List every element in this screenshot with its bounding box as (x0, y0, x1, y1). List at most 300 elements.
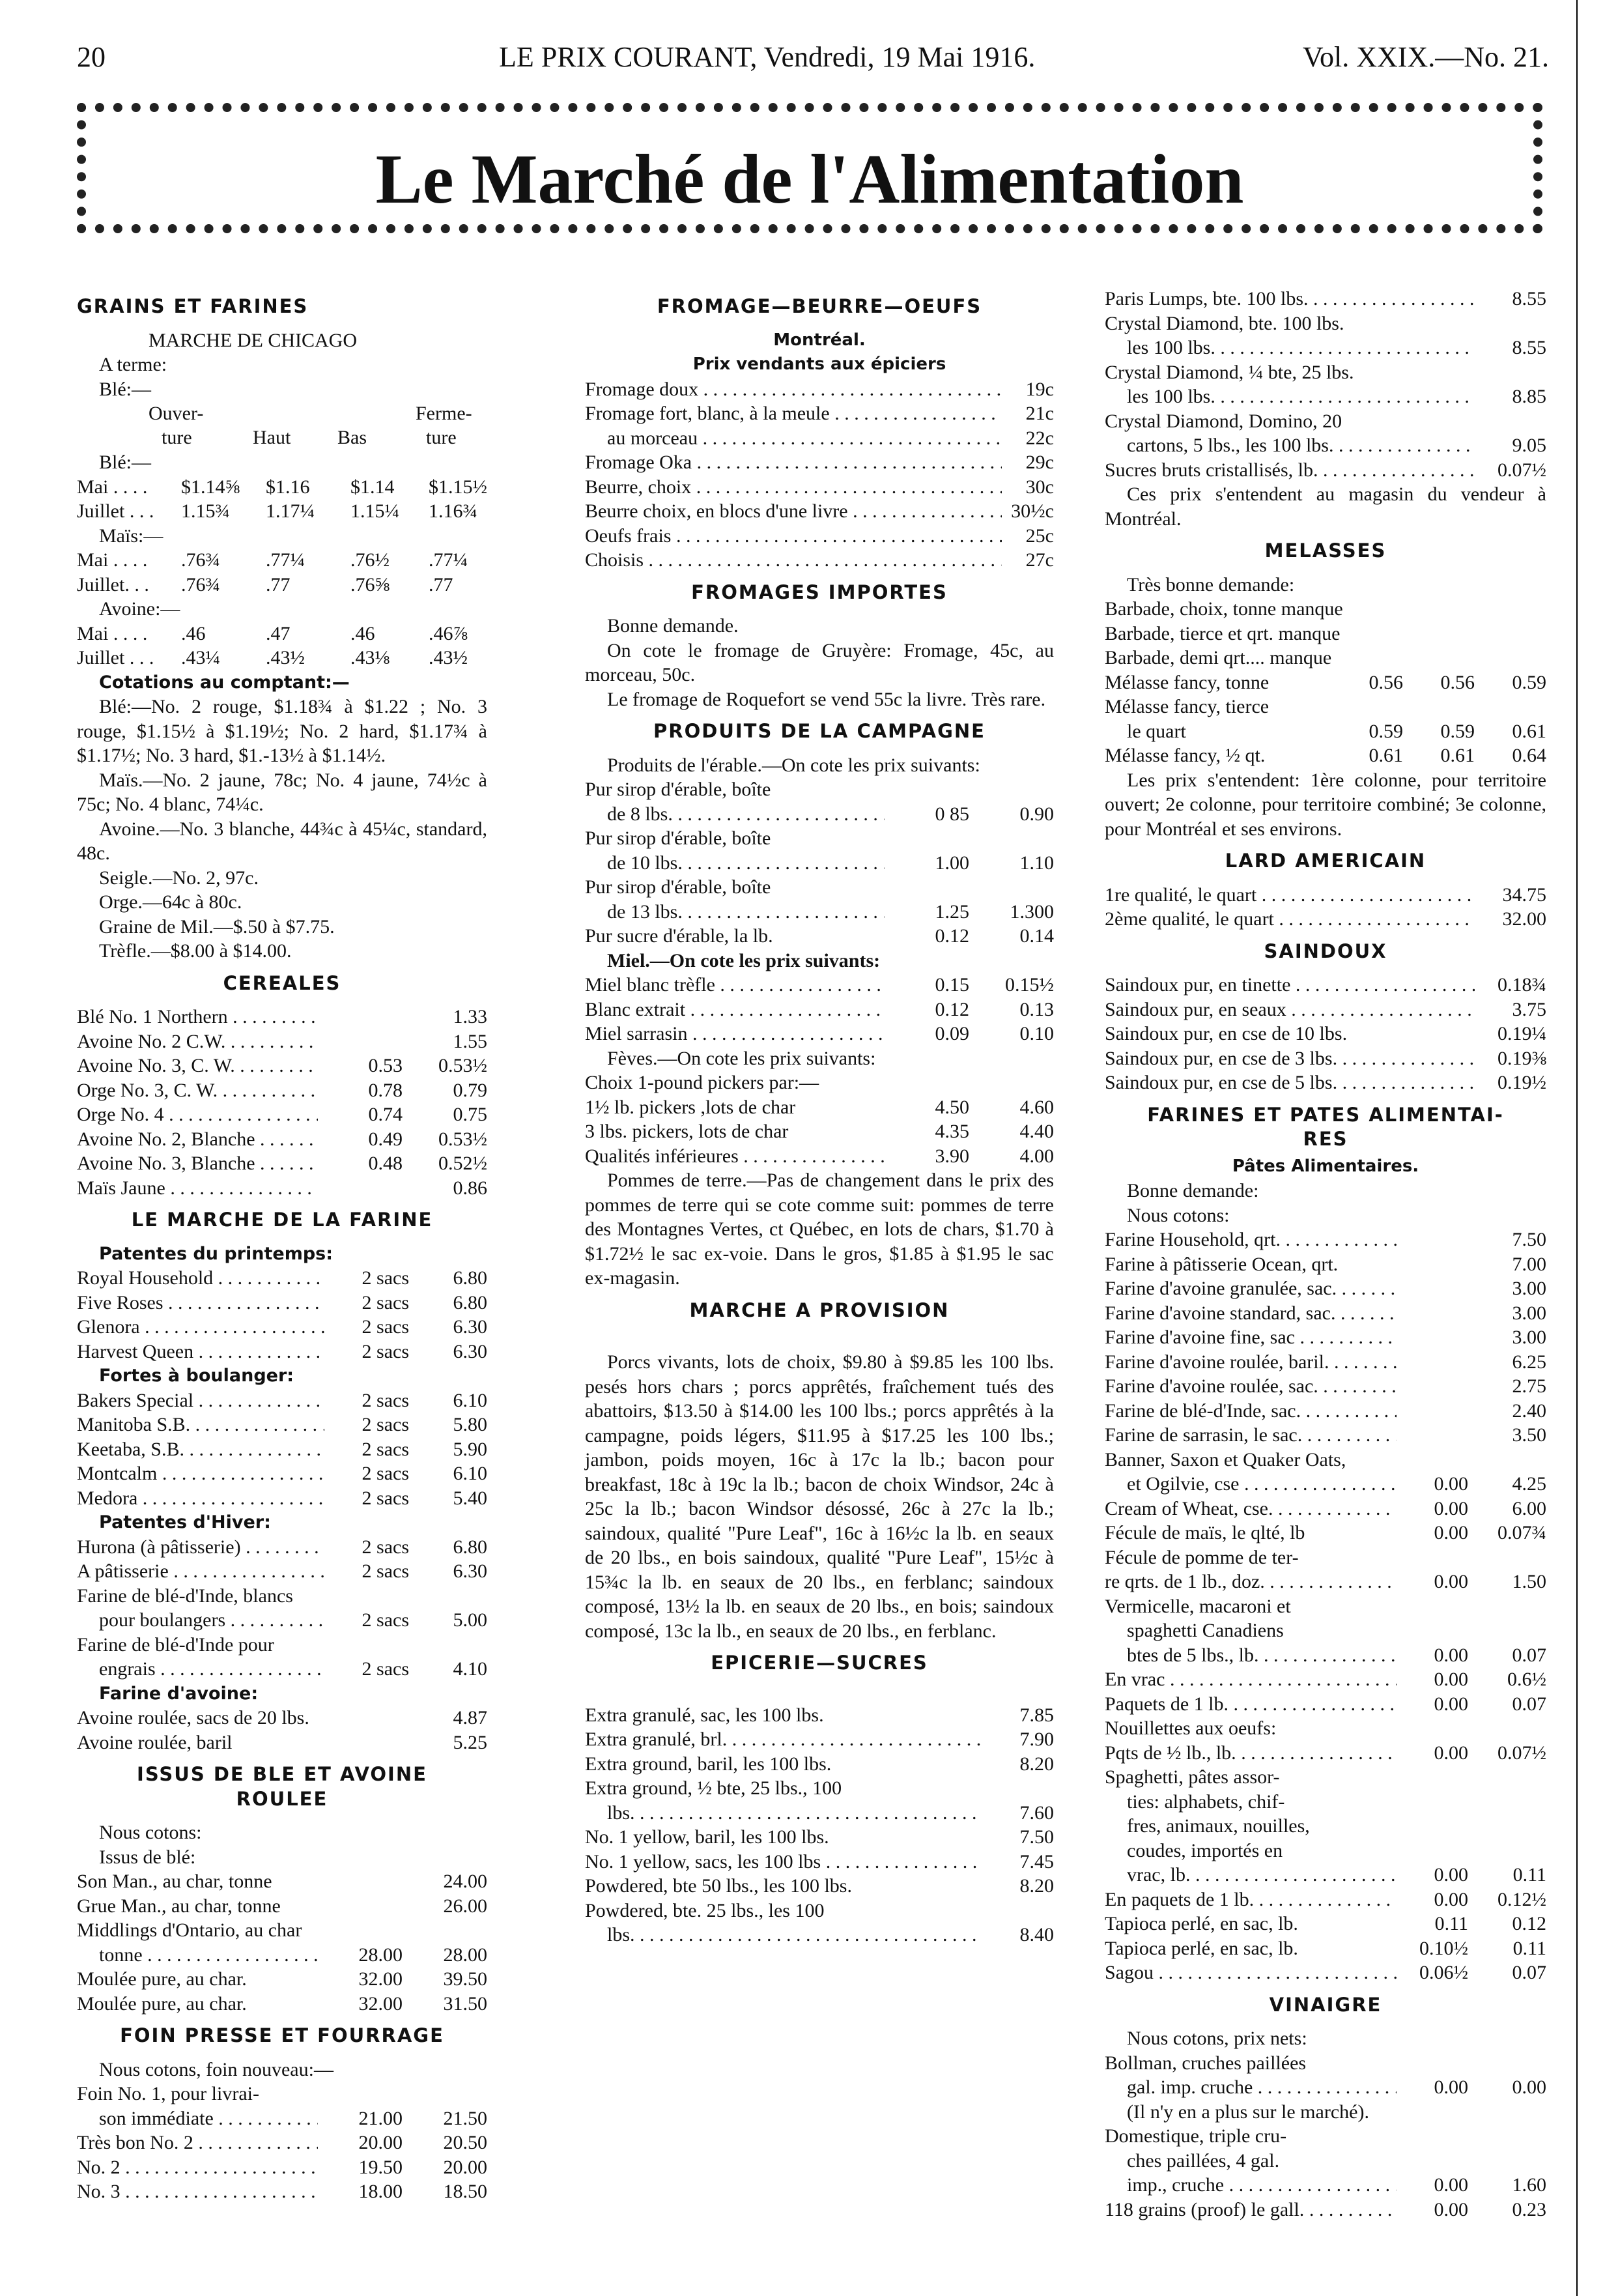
flour-row (77, 1266, 487, 1291)
sirop-heading: Pur sirop d'érable, boîte (585, 876, 771, 898)
item-price (1397, 1325, 1468, 1350)
mais-text: Maïs.—No. 2 jaune, 78c; No. 4 jaune, 74½c à 75c; No. 4 blanc, 74¼c. (77, 769, 487, 815)
farine-price-row (1105, 1497, 1546, 1521)
item-price: 1.25 (935, 900, 969, 923)
item-price: 31.50 (443, 1992, 487, 2015)
item-label: 1re qualité, le quart . . . (1105, 883, 1475, 908)
item-price (1397, 2124, 1468, 2149)
item-price: 8.20 (1019, 1875, 1054, 1897)
item-price: 4.40 (1019, 1121, 1054, 1142)
label-hiver: Patentes d'Hiver: (99, 1512, 271, 1532)
item-price: 0.00 (1434, 1742, 1468, 1764)
item-price: 34.75 (1502, 883, 1546, 906)
item-label: btes de 5 lbs., lb. . . . (1127, 1643, 1397, 1668)
item-price: 6.25 (1512, 1351, 1546, 1373)
item-price: 4.35 (935, 1121, 969, 1142)
subheading-prix-vendants: Prix vendants aux épiciers (692, 354, 946, 374)
chicago-close: .43½ (429, 647, 468, 668)
item-label: Medora . . . (77, 1486, 324, 1511)
item-price: 26.00 (443, 1895, 487, 1917)
item-price: 0.10½ (1419, 1937, 1468, 1959)
farine-price-row (1105, 1252, 1546, 1277)
item-price: 7.50 (1019, 1826, 1054, 1848)
item-price: 0.86 (453, 1177, 487, 1199)
sirop-heading: Pur sirop d'érable, boîte (585, 827, 771, 849)
farine-price-row (1105, 1472, 1546, 1497)
item-price: 30c (1025, 476, 1054, 498)
item-label: Manitoba S.B. . . . (77, 1413, 324, 1437)
item-price: 0.56 (1369, 671, 1403, 693)
label-feves: Fèves.—On cote les prix suivants: (607, 1047, 876, 1069)
item-label: Sagou . . . (1105, 1960, 1397, 1985)
item-price: 0.12 (935, 925, 969, 947)
section-title-importes: FROMAGES IMPORTES (691, 581, 948, 603)
farine-price-row (1105, 1692, 1546, 1717)
item-price: 0.00 (1434, 1473, 1468, 1495)
chicago-low: 1.15¼ (350, 500, 399, 522)
item-price (1397, 1399, 1468, 1424)
item-price (1468, 1716, 1546, 1741)
item-price: 2 sacs (362, 1291, 409, 1313)
item-price: 0.53½ (438, 1128, 487, 1150)
flour-row (77, 1315, 487, 1340)
barbade-row: Barbade, choix, tonne manque (1105, 598, 1343, 620)
item-label: Son Man., au char, tonne (77, 1871, 272, 1892)
foin-row (77, 2155, 487, 2180)
item-price: 2 sacs (362, 1414, 409, 1435)
section-title-farine: LE MARCHE DE LA FARINE (131, 1209, 433, 1231)
item-price: 4.00 (1019, 1145, 1054, 1167)
item-price: 0.19½ (1497, 1072, 1546, 1093)
farine-price-row (1105, 1814, 1546, 1839)
item-price: 8.55 (1512, 288, 1546, 309)
sucre-price-row (585, 1825, 1054, 1850)
item-price: 0.79 (453, 1079, 487, 1101)
chicago-row-label: Juillet . . . (77, 500, 154, 522)
sucre-price-row (585, 1899, 1054, 1923)
item-price: 0.48 (368, 1153, 403, 1174)
item-price (1468, 1839, 1546, 1863)
farine-price-row (1105, 1863, 1546, 1887)
item-label: Farine à pâtisserie Ocean, qrt. (1105, 1253, 1339, 1275)
section-title-grains: GRAINS ET FARINES (77, 295, 309, 317)
item-price: 3.00 (1512, 1327, 1546, 1348)
item-label: Farine Household, qrt. . . . (1105, 1227, 1397, 1252)
item-price: 1.10 (1019, 852, 1054, 874)
item-price: 0.00 (1434, 2076, 1468, 2098)
chicago-row-label: Juillet . . . (77, 647, 154, 668)
item-price: 0.74 (368, 1104, 403, 1125)
item-price: 20.00 (358, 2132, 403, 2153)
item-price (1397, 1545, 1468, 1570)
item-label: Choisis . . . (585, 548, 1002, 573)
item-label: Sucres bruts cristallisés, lb. . . . (1105, 458, 1475, 483)
chicago-high: .43½ (266, 647, 305, 668)
item-label: Miel blanc trèfle . . . (585, 973, 885, 997)
item-label: Qualités inférieures . . . (585, 1144, 885, 1169)
item-price: 32.00 (358, 1968, 403, 1990)
item-price: 0.90 (1019, 803, 1054, 825)
chicago-row (77, 646, 487, 670)
sucre-price-row (585, 1776, 1054, 1801)
avoine-row (77, 1706, 487, 1730)
item-price: 0.75 (453, 1104, 487, 1125)
item-price: 0.53 (368, 1055, 403, 1076)
item-label: de 13 lbs. . . . (607, 900, 885, 925)
importes-text: On cote le fromage de Gruyère: Fromage, 45c, au morceau, 50c. (585, 639, 1054, 685)
farine-price-row (1105, 1716, 1546, 1741)
middlings-label: Middlings d'Ontario, au char (77, 1919, 302, 1941)
item-label: Farine d'avoine standard, sac. . . . (1105, 1301, 1397, 1326)
saindoux-row (1105, 1022, 1546, 1046)
item-price (1468, 1448, 1546, 1472)
subheading-montreal: Montréal. (773, 330, 866, 350)
lard-row (1105, 883, 1546, 908)
item-price: 0.09 (935, 1023, 969, 1044)
page-number: 20 (77, 41, 106, 73)
item-price: 0.12 (935, 998, 969, 1020)
chicago-low: .46 (350, 622, 375, 644)
item-label: No. 1 yellow, baril, les 100 lbs. (585, 1826, 829, 1848)
item-price: 0.00 (1434, 1497, 1468, 1519)
farine-price-row (1105, 1936, 1546, 1961)
melasse-row (1105, 743, 1546, 768)
item-price: 18.50 (443, 2181, 487, 2202)
feves-row (585, 1095, 1054, 1120)
item-label: Keetaba, S.B. . . . (77, 1437, 324, 1462)
farine-price-row (1105, 1765, 1546, 1790)
vinaigre-intro: Nous cotons, prix nets: (1127, 2028, 1307, 2049)
chicago-open: .76¾ (181, 549, 220, 571)
item-label: 3 lbs. pickers, lots de char (585, 1121, 789, 1142)
item-price: 0.13 (1019, 998, 1054, 1020)
vinaigre-row (1105, 2051, 1546, 2076)
item-price: 1.00 (935, 852, 969, 874)
item-label: Grue Man., au char, tonne (77, 1895, 281, 1917)
item-label: Hurona (à pâtisserie) . . . (77, 1535, 324, 1560)
item-label: et Ogilvie, cse . . . (1127, 1472, 1397, 1497)
label-fortes: Fortes à boulanger: (99, 1366, 294, 1386)
item-price: 39.50 (443, 1968, 487, 1990)
chicago-close: .77¼ (429, 549, 468, 571)
item-label: Saindoux pur, en cse de 10 lbs. (1105, 1023, 1348, 1044)
item-label: cartons, 5 lbs., les 100 lbs. . . . (1127, 433, 1475, 458)
item-price: 0.59 (1369, 720, 1403, 742)
item-price (1468, 1790, 1546, 1815)
item-price: 0.59 (1512, 671, 1546, 693)
item-label: Beurre, choix . . . (585, 475, 1002, 500)
chicago-row (77, 524, 487, 549)
item-price: 6.80 (453, 1291, 487, 1313)
item-label: Farine d'avoine fine, sac . . . (1105, 1325, 1397, 1350)
item-label: 1½ lb. pickers ,lots de char (585, 1096, 796, 1118)
item-label: ches paillées, 4 gal. (1127, 2149, 1280, 2172)
item-price: 20.50 (443, 2132, 487, 2153)
item-price (1475, 695, 1546, 719)
flour-row (77, 1535, 487, 1560)
flour-row (77, 1608, 487, 1633)
item-price (318, 1176, 403, 1201)
item-label: fres, animaux, nouilles, (1127, 1815, 1310, 1837)
item-price: 0.18¾ (1497, 974, 1546, 996)
feves-row (585, 1119, 1054, 1144)
item-label: imp., cruche . . . (1127, 2173, 1397, 2198)
item-price: 4.25 (1512, 1473, 1546, 1495)
item-label: Mélasse fancy, tierce (1105, 696, 1270, 717)
flour-row (77, 1340, 487, 1364)
vinaigre-row (1105, 2198, 1546, 2222)
sirop-row (585, 851, 1054, 876)
label-nous-cotons: Nous cotons: (1127, 1204, 1230, 1226)
orge-text: Orge.—64c à 80c. (99, 891, 242, 913)
item-price: 21.00 (358, 2107, 403, 2129)
section-title-farines-2: RES (1303, 1128, 1348, 1150)
provision-text: Porcs vivants, lots de choix, $9.80 à $9.85 les 100 lbs. pesés hors chars ; porcs apprêtés, fraîchement tués des abattoirs, $13.50 à $14.00 les 100 lbs.; porcs apprêtés à la campagne, poids légers, $11.95 à $17.25 les 100 lbs.; jambon, poids moyen, 16c à 17c la lb.; bacon pour breakfast, 18c à 19c la lb.; bacon de choix Windsor, 24c à 25c la lb.; bacon Windsor désossé, 26c à 27c la lb.; saindoux, qualité "Pure Leaf", 16c à 16½c la lb. en seaux de 20 lbs., en bois saindoux, qualité "Pure Leaf", 15½c à 15¾c la lb. en seaux de 20 lbs., en ferblanc; saindoux composé, 13½ la lb. en seaux de 20 lbs., en bois; saindoux composé, 13c la lb., en seaux de 20 lbs., en ferblanc. (585, 1351, 1054, 1642)
item-price: 0.00 (1434, 1522, 1468, 1543)
spacer (585, 1332, 1054, 1350)
melasse-row (1105, 719, 1546, 744)
label-farine-avoine: Farine d'avoine: (99, 1683, 259, 1704)
moulee-row (77, 1992, 487, 2016)
item-price: 6.30 (453, 1560, 487, 1582)
item-price (1468, 1594, 1546, 1619)
saindoux-row (1105, 973, 1546, 997)
farine-price-row (1105, 1374, 1546, 1399)
label-bonne-demande: Bonne demande. (607, 615, 739, 637)
item-label: Farine d'avoine granulée, sac. . . . (1105, 1276, 1397, 1301)
item-label: Extra granulé, brl. . . . (585, 1727, 982, 1752)
item-label: Avoine No. 3, Blanche . . . (77, 1151, 318, 1176)
item-price: 0.52½ (438, 1153, 487, 1174)
chicago-row-label: Mai . . . . (77, 622, 148, 644)
item-label: Orge No. 4 . . . (77, 1102, 318, 1127)
farine-price-row (1105, 1521, 1546, 1545)
farine-price-row (1105, 1423, 1546, 1448)
item-label: Mélasse fancy, ½ qt. (1105, 745, 1266, 766)
section-title-foin: FOIN PRESSE ET FOURRAGE (120, 2024, 444, 2046)
item-price: 30½c (1011, 500, 1054, 522)
lard-row (1105, 907, 1546, 932)
item-label: Bakers Special . . . (77, 1388, 324, 1413)
item-price: 6.30 (453, 1316, 487, 1338)
item-price: 8.40 (1019, 1924, 1054, 1945)
item-label: Tapioca perlé, en sac, lb. (1105, 1913, 1298, 1934)
item-price: 0.49 (368, 1128, 403, 1150)
item-price: 3.75 (1512, 998, 1546, 1020)
label-miel: Miel.—On cote les prix suivants: (607, 949, 881, 971)
section-title-epicerie: EPICERIE—SUCRES (711, 1652, 928, 1674)
label-ble-2: Blé:— (99, 452, 151, 473)
item-price: 0.07¾ (1497, 1522, 1546, 1543)
item-price: 6.10 (453, 1463, 487, 1484)
chicago-column-headers (77, 401, 487, 450)
vinaigre-row (1105, 2075, 1546, 2100)
item-price: 22c (1025, 427, 1054, 449)
item-label: Five Roses . . . (77, 1291, 324, 1315)
item-price: 0.14 (1019, 925, 1054, 947)
sucre-price-row (585, 1727, 1054, 1752)
item-label: Saindoux pur, en cse de 3 lbs. . . . (1105, 1046, 1475, 1071)
item-price: 0.07½ (1497, 459, 1546, 481)
fromage-row (585, 475, 1054, 500)
cereale-row (77, 1151, 487, 1176)
chicago-row (77, 548, 487, 573)
farine-price-row (1105, 1741, 1546, 1766)
cereale-row (77, 1176, 487, 1201)
item-label: de 8 lbs. . . . (607, 802, 885, 827)
item-label: Avoine roulée, baril (77, 1731, 233, 1753)
subheading-pates: Pâtes Alimentaires. (1232, 1156, 1419, 1176)
item-label: Saindoux pur, en tinette . . . (1105, 973, 1475, 997)
miel-row (585, 1022, 1054, 1046)
item-label: engrais . . . (99, 1657, 324, 1682)
item-price: 2 sacs (362, 1438, 409, 1460)
miel-row (585, 973, 1054, 997)
item-label: de 10 lbs. . . . (607, 851, 885, 876)
item-label: Blanc extrait . . . (585, 997, 885, 1022)
item-price (1468, 1618, 1546, 1643)
item-price (1475, 360, 1546, 385)
sucre-price-row (585, 1874, 1054, 1899)
item-price (1397, 1423, 1468, 1448)
item-label: Fromage Oka . . . (585, 450, 1002, 475)
section-title-cereales: CEREALES (223, 971, 341, 994)
chicago-row (77, 597, 487, 622)
item-price: 0.12 (1512, 1913, 1546, 1934)
chicago-low: .76½ (350, 549, 390, 571)
item-label: Banner, Saxon et Quaker Oats, (1105, 1448, 1346, 1471)
item-label: (Il n'y en a plus sur le marché). (1127, 2101, 1369, 2123)
item-price: 3.90 (935, 1145, 969, 1167)
item-price: 1.55 (453, 1030, 487, 1052)
label-printemps: Patentes du printemps: (99, 1243, 334, 1264)
farine-price-row (1105, 1570, 1546, 1594)
item-price: 5.40 (453, 1487, 487, 1509)
item-label: Farine d'avoine roulée, baril. . . . (1105, 1350, 1397, 1375)
volume-number: Vol. XXIX.—No. 21. (1302, 41, 1549, 73)
avoine-text: Avoine.—No. 3 blanche, 44¾c à 45¼c, standard, 48c. (77, 818, 487, 864)
chicago-close: .46⅞ (429, 622, 468, 644)
item-price: 28.00 (358, 1944, 403, 1966)
item-price: 0.19¼ (1497, 1023, 1546, 1044)
item-price: 7.50 (1512, 1229, 1546, 1250)
item-price: 0.59 (1440, 720, 1475, 742)
item-label: Glenora . . . (77, 1315, 324, 1340)
avoine-row (77, 1730, 487, 1755)
column-3 (1105, 287, 1546, 2222)
item-label: son immédiate . . . (99, 2106, 318, 2131)
item-price: 0.61 (1369, 745, 1403, 766)
item-price: 25c (1025, 524, 1054, 547)
melasse-row (1105, 695, 1546, 719)
chicago-open: .76¾ (181, 573, 220, 596)
item-price: 8.85 (1512, 386, 1546, 407)
sucre-price-row (1105, 336, 1546, 360)
fromage-row (585, 401, 1054, 426)
farine-ble-label: Farine de blé-d'Inde, blancs (77, 1585, 293, 1607)
item-price (1468, 1545, 1546, 1570)
issus-row (77, 1869, 487, 1894)
item-price (1468, 1765, 1546, 1790)
item-price (1397, 1252, 1468, 1277)
item-price (1468, 2124, 1546, 2149)
vinaigre-row (1105, 2124, 1546, 2149)
sucre-price-row (585, 1850, 1054, 1874)
item-price: 7.00 (1512, 1253, 1546, 1275)
sucre-price-row (585, 1923, 1054, 1947)
item-price: 5.80 (453, 1414, 487, 1435)
item-label: Montcalm . . . (77, 1461, 324, 1486)
issus-row (77, 1943, 487, 1968)
chicago-close: 1.16¾ (429, 500, 477, 522)
item-label: tonne . . . (99, 1943, 318, 1968)
item-price: 2 sacs (362, 1389, 409, 1411)
item-label: Spaghetti, pâtes assor- (1105, 1766, 1280, 1788)
item-price (1475, 409, 1546, 434)
chicago-low: $1.14 (350, 476, 395, 498)
item-label: Pqts de ½ lb., lb. . . . (1105, 1741, 1397, 1766)
item-label: No. 2 . . . (77, 2155, 318, 2180)
section-title-issus: ISSUS DE BLE ET AVOINE (137, 1763, 427, 1785)
saindoux-row (1105, 1046, 1546, 1071)
item-price: 2 sacs (362, 1487, 409, 1509)
vinaigre-row (1105, 2149, 1546, 2174)
item-price: 0.11 (1512, 1937, 1546, 1959)
item-label: Avoine No. 3, C. W. . . . (77, 1054, 318, 1078)
item-price (1397, 1350, 1468, 1375)
item-price: 0.61 (1440, 745, 1475, 766)
foin-row (77, 2106, 487, 2131)
item-label: En vrac . . . (1105, 1667, 1397, 1692)
item-label: Extra ground, ½ bte, 25 lbs., 100 (585, 1777, 842, 1799)
chicago-row-label: Avoine:— (99, 598, 180, 620)
farine-price-row (1105, 1301, 1546, 1326)
item-label: Fécule de maïs, le qlté, lb (1105, 1522, 1305, 1543)
item-price (318, 1005, 403, 1029)
label-cotations: Cotations au comptant:— (99, 672, 350, 693)
pommes-text: Pommes de terre.—Pas de changement dans le prix des pommes de terre qui se cote comme suit: pommes de terre des Montagnes Vertes, ct Québec, en lots de chars, $1.70 à $1.72½ le sac ex-voie. Dans le gros, $1.85 à $1.95 le sac ex-magasin. (585, 1170, 1054, 1289)
item-price: 0.07 (1512, 1644, 1546, 1666)
item-label: spaghetti Canadiens (1127, 1620, 1284, 1641)
barbade-row: Barbade, tierce et qrt. manque (1105, 622, 1341, 644)
item-label: Très bon No. 2 . . . (77, 2131, 318, 2155)
column-header-label: ture (162, 427, 192, 448)
item-price: 2 sacs (362, 1463, 409, 1484)
item-price (318, 1029, 403, 1054)
item-price: 7.45 (1019, 1850, 1054, 1873)
item-label: Paquets de 1 lb. . . . (1105, 1692, 1397, 1717)
chicago-open: .46 (181, 622, 206, 644)
item-price: 2 sacs (362, 1609, 409, 1631)
flour-row (77, 1461, 487, 1486)
item-price: 2 sacs (362, 1536, 409, 1558)
item-price: 7.90 (1019, 1729, 1054, 1750)
item-price (1397, 2149, 1468, 2174)
farine-ble-label: Farine de blé-d'Inde pour (77, 1633, 274, 1656)
item-label: Fromage fort, blanc, à la meule . . . (585, 401, 1002, 426)
item-price: 7.60 (1019, 1801, 1054, 1824)
item-label: Bollman, cruches paillées (1105, 2052, 1307, 2074)
cereale-row (77, 1054, 487, 1078)
chicago-row-label: Maïs:— (99, 524, 163, 547)
item-price: 5.00 (453, 1609, 487, 1631)
item-price: 2.75 (1512, 1375, 1546, 1397)
vinaigre-row (1105, 2100, 1546, 2125)
item-price: 3.00 (1512, 1278, 1546, 1299)
fromage-row (585, 426, 1054, 451)
page-header (77, 40, 1549, 79)
item-label: Powdered, bte 50 lbs., les 100 lbs. (585, 1875, 852, 1897)
